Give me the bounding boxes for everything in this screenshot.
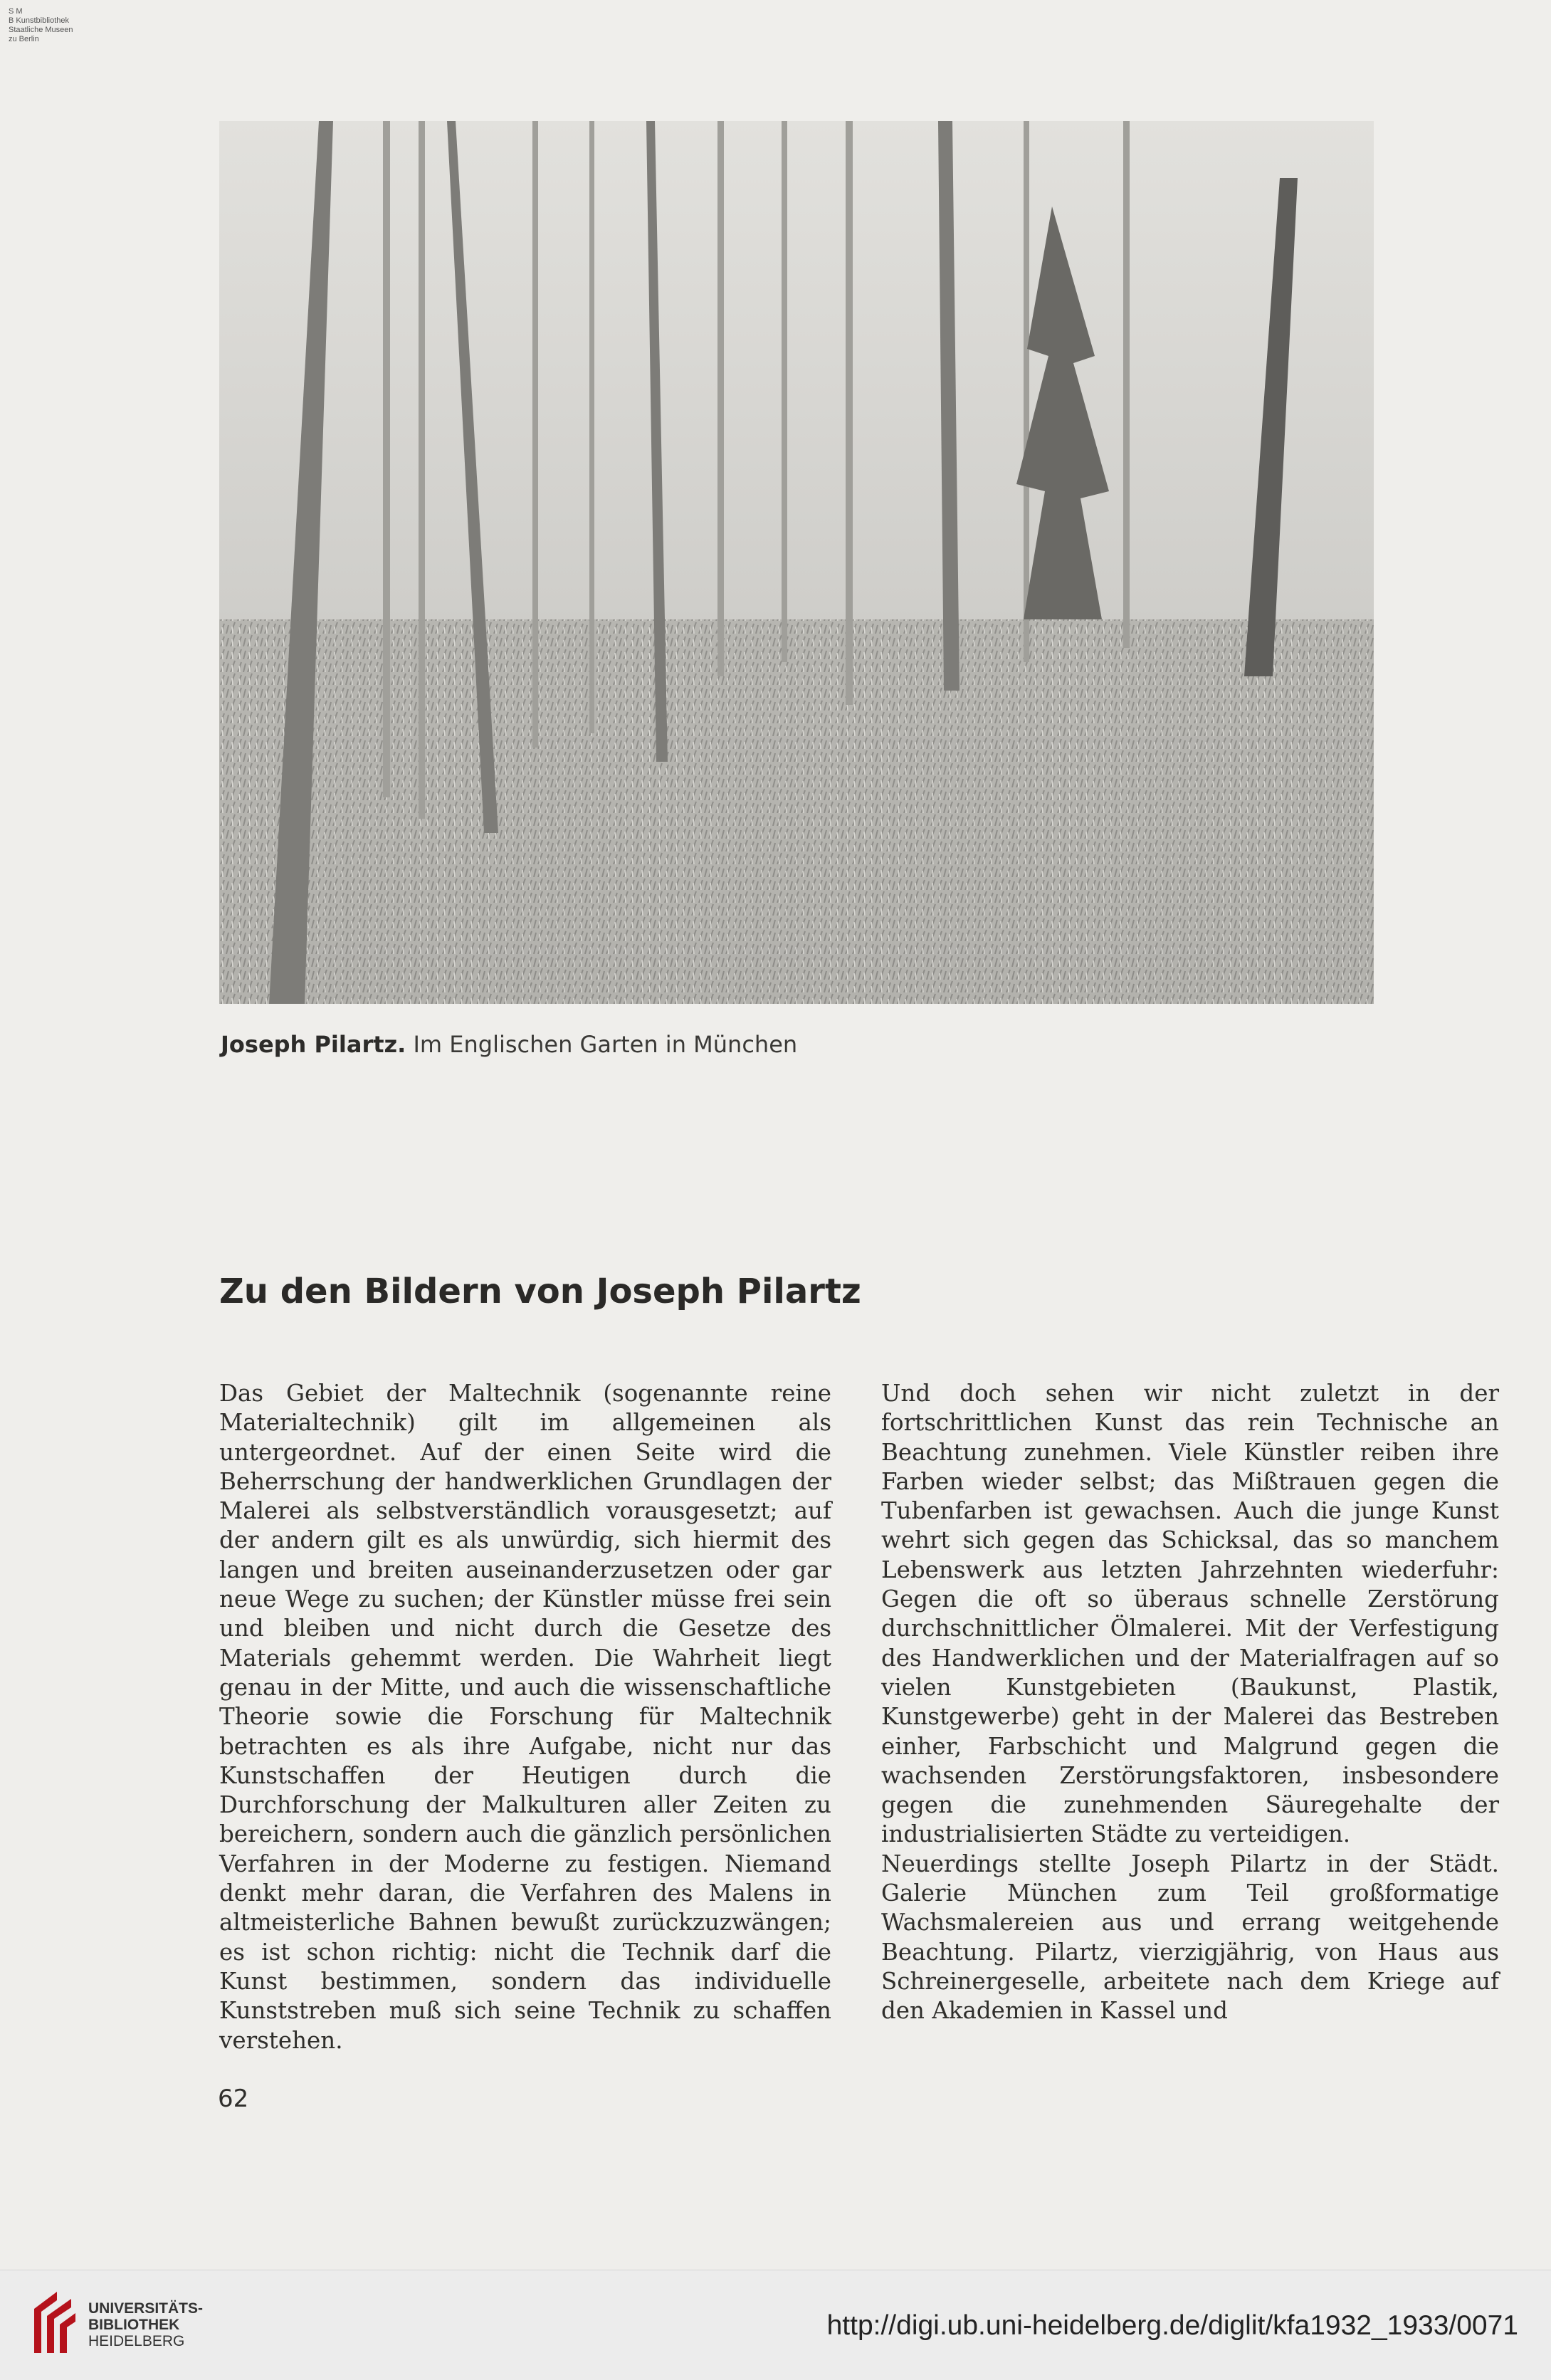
stamp-line: zu Berlin: [9, 35, 39, 43]
page-number: 62: [218, 2085, 249, 2113]
footer-bar: [0, 2270, 1551, 2380]
stamp-line: B Kunstbibliothek: [9, 16, 69, 25]
library-name: [88, 2300, 203, 2349]
painting-illustration: [219, 121, 1374, 1004]
right-text-column: [881, 1379, 1499, 2026]
stamp-line: Staatliche Museen: [9, 26, 73, 34]
library-name-line: HEIDELBERG: [88, 2333, 185, 2349]
caption-title: Im Englischen Garten in München: [413, 1031, 798, 1058]
left-text-column: [219, 1379, 831, 2055]
library-name-line: BIBLIOTHEK: [88, 2317, 180, 2333]
library-stamp: [9, 7, 73, 44]
university-library-logo-icon: [28, 2287, 78, 2359]
permalink-url[interactable]: http://digi.ub.uni-heidelberg.de/diglit/kfa1932_1933/0071: [826, 2310, 1518, 2341]
stamp-line: S M: [9, 7, 23, 16]
image-caption: [221, 1031, 797, 1058]
paragraph: Das Gebiet der Maltechnik (sogenannte reine Materialtechnik) gilt im allgemeinen als untergeordnet. Auf der einen Seite wird die Beherrschung der handwerklichen Grundlagen der Malerei als selbstverständlich vorausgesetzt; auf der andern gilt es als unwürdig, sich hiermit des langen und breiten auseinanderzusetzen oder gar neue Wege zu suchen; der Künstler müsse frei sein und bleiben und nicht durch die Gesetze des Materials gehemmt werden. Die Wahrheit liegt genau in der Mitte, und auch die wissenschaftliche Theorie sowie die Forschung für Maltechnik betrachten es als ihre Aufgabe, nicht nur das Kunstschaffen der Heutigen durch die Durchforschung der Malkulturen aller Zeiten zu bereichern, sondern auch die gänzlich persönlichen Verfahren in der Moderne zu festigen. Niemand denkt mehr daran, die Verfahren des Malens in altmeisterliche Bahnen bewußt zurückzuzwängen; es ist schon richtig: nicht die Technik darf die Kunst bestimmen, sondern das individuelle Kunststreben muß sich seine Technik zu schaffen verstehen.: [219, 1380, 831, 2054]
paragraph: Und doch sehen wir nicht zuletzt in der fortschrittlichen Kunst das rein Technische an Beachtung zunehmen. Viele Künstler reiben ihre Farben wieder selbst; das Mißtrauen gegen die Tubenfarben ist gewachsen. Auch die junge Kunst wehrt sich gegen das Schicksal, das so manchem Lebenswerk aus letzten Jahrzehnten wiederfuhr: Gegen die oft so überaus schnelle Zerstörung durchschnittlicher Ölmalerei. Mit der Verfestigung des Handwerklichen und der Materialfragen auf so vielen Kunstgebieten (Baukunst, Plastik, Kunstgewerbe) geht in der Malerei das Bestreben einher, Farbschicht und Malgrund gegen die wachsenden Zerstörungsfaktoren, insbesondere gegen die zunehmenden Säuregehalte der industrialisierten Städte zu verteidigen.: [881, 1380, 1499, 1848]
forest-painting-image: [219, 121, 1374, 1004]
article-title: Zu den Bildern von Joseph Pilartz: [219, 1272, 861, 1311]
caption-artist: Joseph Pilartz.: [221, 1031, 406, 1058]
library-name-line: UNIVERSITÄTS-: [88, 2300, 204, 2317]
paragraph: Neuerdings stellte Joseph Pilartz in der Städt. Galerie München zum Teil großformatige Wachsmalereien aus und errang weitgehende Beachtung. Pilartz, vierzigjährig, von Haus aus Schreinergeselle, arbeitete nach dem Kriege auf den Akademien in Kassel und: [881, 1850, 1499, 2025]
